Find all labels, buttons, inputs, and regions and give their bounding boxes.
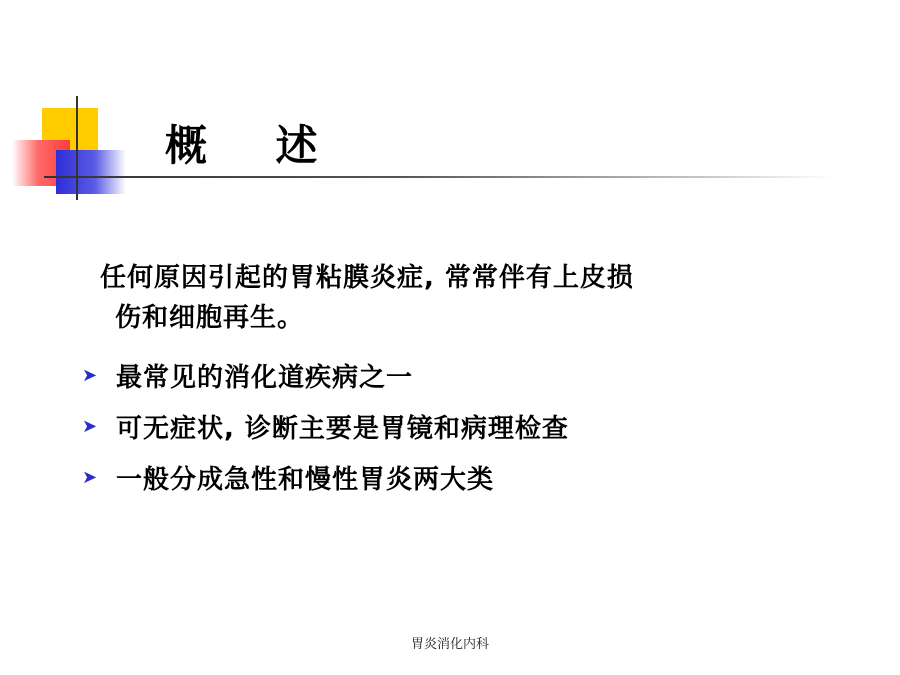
bullet-text: 一般分成急性和慢性胃炎两大类 bbox=[116, 465, 495, 495]
bullet-item bbox=[82, 401, 569, 452]
bullet-item bbox=[82, 350, 569, 401]
arrow-bullet-icon: ➤ bbox=[82, 466, 98, 488]
intro-paragraph bbox=[100, 258, 820, 338]
arrow-bullet-icon: ➤ bbox=[82, 415, 98, 437]
decorative-blue-gradient-block bbox=[56, 150, 126, 194]
bullet-text: 可无症状, 诊断主要是胃镜和病理检查 bbox=[116, 414, 569, 444]
intro-line-1: 任何原因引起的胃粘膜炎症, 常常伴有上皮损 bbox=[100, 263, 634, 293]
title-underline bbox=[44, 176, 834, 178]
bullet-item bbox=[82, 452, 569, 503]
arrow-bullet-icon: ➤ bbox=[82, 364, 98, 386]
intro-line-2: 伤和细胞再生。 bbox=[115, 303, 305, 333]
slide-footer: 胃炎消化内科 bbox=[410, 637, 489, 652]
bullet-text: 最常见的消化道疾病之一 bbox=[116, 363, 414, 393]
decorative-vertical-line bbox=[76, 96, 78, 200]
slide-title: 概 述 bbox=[165, 121, 320, 170]
bullet-list bbox=[82, 350, 569, 503]
